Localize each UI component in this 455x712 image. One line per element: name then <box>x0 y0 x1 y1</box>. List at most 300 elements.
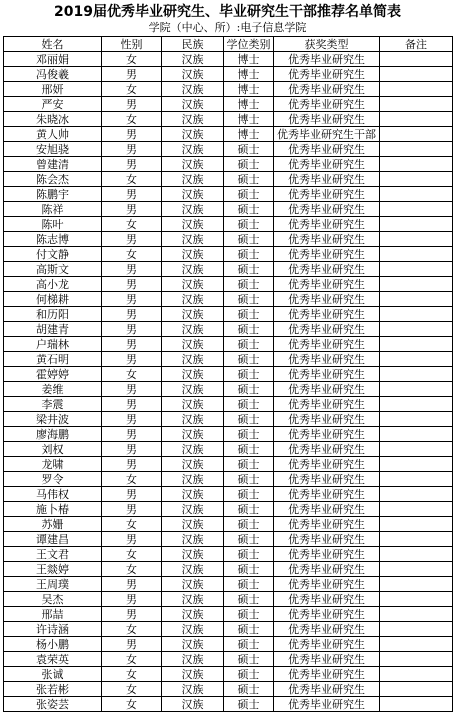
cell-award-type: 优秀毕业研究生 <box>274 592 380 607</box>
cell-remarks <box>380 217 453 232</box>
cell-gender: 男 <box>102 127 162 142</box>
cell-gender: 男 <box>102 307 162 322</box>
cell-remarks <box>380 697 453 712</box>
cell-ethnicity: 汉族 <box>162 97 224 112</box>
cell-degree-type: 硕士 <box>224 487 274 502</box>
cell-award-type: 优秀毕业研究生 <box>274 82 380 97</box>
cell-award-type: 优秀毕业研究生 <box>274 442 380 457</box>
cell-ethnicity: 汉族 <box>162 82 224 97</box>
cell-name: 曾建清 <box>4 157 102 172</box>
cell-award-type: 优秀毕业研究生干部 <box>274 127 380 142</box>
table-row <box>4 457 453 472</box>
cell-degree-type: 硕士 <box>224 637 274 652</box>
cell-ethnicity: 汉族 <box>162 472 224 487</box>
cell-name: 施卜椿 <box>4 502 102 517</box>
table-row <box>4 292 453 307</box>
cell-name: 罗令 <box>4 472 102 487</box>
cell-award-type: 优秀毕业研究生 <box>274 52 380 67</box>
cell-award-type: 优秀毕业研究生 <box>274 307 380 322</box>
cell-award-type: 优秀毕业研究生 <box>274 517 380 532</box>
cell-gender: 女 <box>102 247 162 262</box>
cell-ethnicity: 汉族 <box>162 562 224 577</box>
cell-ethnicity: 汉族 <box>162 307 224 322</box>
cell-name: 杨小鹏 <box>4 637 102 652</box>
cell-award-type: 优秀毕业研究生 <box>274 112 380 127</box>
cell-remarks <box>380 292 453 307</box>
cell-remarks <box>380 637 453 652</box>
cell-remarks <box>380 202 453 217</box>
cell-remarks <box>380 307 453 322</box>
cell-gender: 男 <box>102 142 162 157</box>
cell-degree-type: 博士 <box>224 82 274 97</box>
cell-remarks <box>380 457 453 472</box>
cell-remarks <box>380 352 453 367</box>
cell-gender: 男 <box>102 277 162 292</box>
cell-degree-type: 硕士 <box>224 652 274 667</box>
cell-award-type: 优秀毕业研究生 <box>274 697 380 712</box>
cell-name: 苏姗 <box>4 517 102 532</box>
cell-award-type: 优秀毕业研究生 <box>274 172 380 187</box>
table-row <box>4 157 453 172</box>
cell-degree-type: 硕士 <box>224 277 274 292</box>
cell-remarks <box>380 547 453 562</box>
cell-ethnicity: 汉族 <box>162 172 224 187</box>
cell-degree-type: 硕士 <box>224 232 274 247</box>
cell-degree-type: 博士 <box>224 112 274 127</box>
cell-name: 刘权 <box>4 442 102 457</box>
cell-remarks <box>380 127 453 142</box>
cell-name: 张若彬 <box>4 682 102 697</box>
header-name: 姓名 <box>4 37 102 52</box>
cell-award-type: 优秀毕业研究生 <box>274 292 380 307</box>
cell-name: 谭建昌 <box>4 532 102 547</box>
cell-ethnicity: 汉族 <box>162 277 224 292</box>
cell-gender: 女 <box>102 622 162 637</box>
cell-ethnicity: 汉族 <box>162 112 224 127</box>
table-row <box>4 247 453 262</box>
cell-award-type: 优秀毕业研究生 <box>274 277 380 292</box>
cell-gender: 男 <box>102 322 162 337</box>
cell-ethnicity: 汉族 <box>162 202 224 217</box>
cell-degree-type: 硕士 <box>224 697 274 712</box>
cell-ethnicity: 汉族 <box>162 487 224 502</box>
cell-name: 王文君 <box>4 547 102 562</box>
cell-gender: 女 <box>102 112 162 127</box>
cell-award-type: 优秀毕业研究生 <box>274 487 380 502</box>
cell-degree-type: 博士 <box>224 67 274 82</box>
table-row <box>4 547 453 562</box>
table-row <box>4 667 453 682</box>
cell-ethnicity: 汉族 <box>162 442 224 457</box>
table-row <box>4 562 453 577</box>
cell-award-type: 优秀毕业研究生 <box>274 637 380 652</box>
cell-degree-type: 硕士 <box>224 442 274 457</box>
cell-degree-type: 硕士 <box>224 307 274 322</box>
cell-gender: 男 <box>102 352 162 367</box>
cell-name: 户瑞林 <box>4 337 102 352</box>
cell-degree-type: 硕士 <box>224 592 274 607</box>
cell-gender: 男 <box>102 187 162 202</box>
table-row <box>4 577 453 592</box>
table-row <box>4 187 453 202</box>
cell-name: 冯俊羲 <box>4 67 102 82</box>
cell-gender: 男 <box>102 487 162 502</box>
cell-ethnicity: 汉族 <box>162 532 224 547</box>
cell-name: 何梯耕 <box>4 292 102 307</box>
cell-name: 王周璞 <box>4 577 102 592</box>
cell-degree-type: 硕士 <box>224 217 274 232</box>
table-body <box>4 52 453 712</box>
cell-name: 邓丽娟 <box>4 52 102 67</box>
cell-award-type: 优秀毕业研究生 <box>274 217 380 232</box>
cell-award-type: 优秀毕业研究生 <box>274 247 380 262</box>
cell-remarks <box>380 67 453 82</box>
cell-award-type: 优秀毕业研究生 <box>274 67 380 82</box>
cell-name: 黄石明 <box>4 352 102 367</box>
cell-remarks <box>380 367 453 382</box>
table-row <box>4 487 453 502</box>
cell-award-type: 优秀毕业研究生 <box>274 367 380 382</box>
cell-degree-type: 硕士 <box>224 532 274 547</box>
cell-name: 高小龙 <box>4 277 102 292</box>
cell-ethnicity: 汉族 <box>162 637 224 652</box>
table-row <box>4 427 453 442</box>
cell-gender: 男 <box>102 262 162 277</box>
cell-gender: 女 <box>102 217 162 232</box>
cell-ethnicity: 汉族 <box>162 127 224 142</box>
table-row <box>4 592 453 607</box>
cell-remarks <box>380 322 453 337</box>
cell-ethnicity: 汉族 <box>162 592 224 607</box>
cell-name: 严安 <box>4 97 102 112</box>
cell-award-type: 优秀毕业研究生 <box>274 337 380 352</box>
cell-remarks <box>380 442 453 457</box>
cell-award-type: 优秀毕业研究生 <box>274 397 380 412</box>
cell-ethnicity: 汉族 <box>162 292 224 307</box>
cell-ethnicity: 汉族 <box>162 382 224 397</box>
cell-name: 邢妍 <box>4 82 102 97</box>
table-header-row <box>4 37 453 52</box>
table-row <box>4 202 453 217</box>
cell-ethnicity: 汉族 <box>162 697 224 712</box>
cell-award-type: 优秀毕业研究生 <box>274 472 380 487</box>
cell-ethnicity: 汉族 <box>162 577 224 592</box>
table-row <box>4 142 453 157</box>
cell-award-type: 优秀毕业研究生 <box>274 97 380 112</box>
cell-degree-type: 硕士 <box>224 607 274 622</box>
cell-degree-type: 硕士 <box>224 157 274 172</box>
cell-ethnicity: 汉族 <box>162 682 224 697</box>
cell-remarks <box>380 487 453 502</box>
cell-name: 廖海鹏 <box>4 427 102 442</box>
cell-degree-type: 硕士 <box>224 187 274 202</box>
cell-award-type: 优秀毕业研究生 <box>274 532 380 547</box>
cell-degree-type: 硕士 <box>224 547 274 562</box>
cell-degree-type: 硕士 <box>224 202 274 217</box>
cell-ethnicity: 汉族 <box>162 217 224 232</box>
cell-degree-type: 硕士 <box>224 622 274 637</box>
cell-remarks <box>380 652 453 667</box>
cell-gender: 男 <box>102 292 162 307</box>
cell-award-type: 优秀毕业研究生 <box>274 352 380 367</box>
cell-remarks <box>380 97 453 112</box>
cell-award-type: 优秀毕业研究生 <box>274 142 380 157</box>
table-row <box>4 337 453 352</box>
cell-name: 朱晓冰 <box>4 112 102 127</box>
cell-gender: 女 <box>102 562 162 577</box>
cell-ethnicity: 汉族 <box>162 337 224 352</box>
cell-ethnicity: 汉族 <box>162 247 224 262</box>
cell-gender: 男 <box>102 607 162 622</box>
nomination-table <box>3 36 453 712</box>
cell-name: 安旭骁 <box>4 142 102 157</box>
cell-degree-type: 硕士 <box>224 367 274 382</box>
header-remarks: 备注 <box>380 37 453 52</box>
cell-award-type: 优秀毕业研究生 <box>274 232 380 247</box>
cell-gender: 男 <box>102 97 162 112</box>
cell-gender: 男 <box>102 637 162 652</box>
cell-award-type: 优秀毕业研究生 <box>274 622 380 637</box>
table-row <box>4 517 453 532</box>
cell-remarks <box>380 562 453 577</box>
cell-gender: 男 <box>102 157 162 172</box>
document-title: 2019届优秀毕业研究生、毕业研究生干部推荐名单简表 <box>54 4 401 20</box>
table-row <box>4 232 453 247</box>
cell-name: 和历阳 <box>4 307 102 322</box>
cell-remarks <box>380 622 453 637</box>
document-subtitle: 学院（中心、所）:电子信息学院 <box>148 21 307 34</box>
cell-ethnicity: 汉族 <box>162 622 224 637</box>
cell-remarks <box>380 142 453 157</box>
cell-name: 霍婷婷 <box>4 367 102 382</box>
table-row <box>4 472 453 487</box>
cell-ethnicity: 汉族 <box>162 652 224 667</box>
cell-name: 王燚婷 <box>4 562 102 577</box>
cell-gender: 女 <box>102 517 162 532</box>
cell-ethnicity: 汉族 <box>162 67 224 82</box>
cell-award-type: 优秀毕业研究生 <box>274 562 380 577</box>
table-row <box>4 502 453 517</box>
table-row <box>4 697 453 712</box>
cell-ethnicity: 汉族 <box>162 667 224 682</box>
cell-degree-type: 硕士 <box>224 517 274 532</box>
cell-name: 袁荣英 <box>4 652 102 667</box>
cell-gender: 女 <box>102 172 162 187</box>
table-row <box>4 217 453 232</box>
cell-award-type: 优秀毕业研究生 <box>274 157 380 172</box>
table-row <box>4 367 453 382</box>
table-row <box>4 127 453 142</box>
cell-award-type: 优秀毕业研究生 <box>274 412 380 427</box>
cell-gender: 男 <box>102 427 162 442</box>
cell-degree-type: 硕士 <box>224 142 274 157</box>
cell-remarks <box>380 397 453 412</box>
table-row <box>4 622 453 637</box>
table-row <box>4 112 453 127</box>
table-row <box>4 277 453 292</box>
cell-name: 龙啸 <box>4 457 102 472</box>
cell-gender: 男 <box>102 337 162 352</box>
cell-remarks <box>380 262 453 277</box>
cell-award-type: 优秀毕业研究生 <box>274 427 380 442</box>
cell-degree-type: 硕士 <box>224 292 274 307</box>
cell-remarks <box>380 172 453 187</box>
cell-remarks <box>380 52 453 67</box>
cell-ethnicity: 汉族 <box>162 457 224 472</box>
cell-award-type: 优秀毕业研究生 <box>274 652 380 667</box>
cell-name: 邢喆 <box>4 607 102 622</box>
cell-remarks <box>380 247 453 262</box>
cell-remarks <box>380 682 453 697</box>
table-row <box>4 532 453 547</box>
cell-degree-type: 硕士 <box>224 262 274 277</box>
cell-remarks <box>380 667 453 682</box>
cell-ethnicity: 汉族 <box>162 502 224 517</box>
cell-name: 梁井波 <box>4 412 102 427</box>
cell-degree-type: 硕士 <box>224 337 274 352</box>
table-row <box>4 307 453 322</box>
cell-degree-type: 硕士 <box>224 472 274 487</box>
cell-gender: 男 <box>102 532 162 547</box>
cell-gender: 女 <box>102 547 162 562</box>
table-row <box>4 97 453 112</box>
header-gender: 性别 <box>102 37 162 52</box>
table-row <box>4 52 453 67</box>
cell-degree-type: 硕士 <box>224 577 274 592</box>
cell-degree-type: 硕士 <box>224 667 274 682</box>
table-row <box>4 82 453 97</box>
cell-ethnicity: 汉族 <box>162 322 224 337</box>
cell-remarks <box>380 592 453 607</box>
cell-ethnicity: 汉族 <box>162 142 224 157</box>
cell-degree-type: 硕士 <box>224 412 274 427</box>
cell-gender: 男 <box>102 382 162 397</box>
cell-gender: 女 <box>102 82 162 97</box>
cell-ethnicity: 汉族 <box>162 262 224 277</box>
cell-name: 吴杰 <box>4 592 102 607</box>
cell-remarks <box>380 607 453 622</box>
cell-name: 张诚 <box>4 667 102 682</box>
table-row <box>4 67 453 82</box>
cell-degree-type: 硕士 <box>224 562 274 577</box>
cell-award-type: 优秀毕业研究生 <box>274 667 380 682</box>
cell-gender: 男 <box>102 67 162 82</box>
cell-name: 付文静 <box>4 247 102 262</box>
cell-remarks <box>380 472 453 487</box>
cell-ethnicity: 汉族 <box>162 412 224 427</box>
cell-gender: 男 <box>102 442 162 457</box>
cell-ethnicity: 汉族 <box>162 232 224 247</box>
cell-gender: 女 <box>102 667 162 682</box>
cell-degree-type: 硕士 <box>224 457 274 472</box>
cell-degree-type: 博士 <box>224 97 274 112</box>
cell-degree-type: 硕士 <box>224 382 274 397</box>
cell-name: 张姿芸 <box>4 697 102 712</box>
cell-gender: 男 <box>102 397 162 412</box>
cell-ethnicity: 汉族 <box>162 517 224 532</box>
cell-gender: 男 <box>102 592 162 607</box>
cell-gender: 男 <box>102 577 162 592</box>
cell-name: 陈志博 <box>4 232 102 247</box>
cell-ethnicity: 汉族 <box>162 367 224 382</box>
header-ethnicity: 民族 <box>162 37 224 52</box>
cell-award-type: 优秀毕业研究生 <box>274 202 380 217</box>
table-row <box>4 397 453 412</box>
cell-remarks <box>380 157 453 172</box>
cell-degree-type: 硕士 <box>224 322 274 337</box>
cell-gender: 男 <box>102 502 162 517</box>
cell-award-type: 优秀毕业研究生 <box>274 382 380 397</box>
table-row <box>4 262 453 277</box>
cell-award-type: 优秀毕业研究生 <box>274 547 380 562</box>
cell-remarks <box>380 337 453 352</box>
cell-degree-type: 博士 <box>224 127 274 142</box>
cell-remarks <box>380 187 453 202</box>
cell-name: 陈会杰 <box>4 172 102 187</box>
cell-remarks <box>380 112 453 127</box>
cell-degree-type: 硕士 <box>224 502 274 517</box>
table-row <box>4 637 453 652</box>
cell-remarks <box>380 82 453 97</box>
cell-remarks <box>380 382 453 397</box>
cell-gender: 女 <box>102 697 162 712</box>
cell-ethnicity: 汉族 <box>162 547 224 562</box>
cell-remarks <box>380 232 453 247</box>
cell-name: 许诗涵 <box>4 622 102 637</box>
cell-remarks <box>380 277 453 292</box>
cell-name: 陈叶 <box>4 217 102 232</box>
cell-ethnicity: 汉族 <box>162 157 224 172</box>
cell-remarks <box>380 502 453 517</box>
cell-gender: 男 <box>102 232 162 247</box>
cell-degree-type: 硕士 <box>224 397 274 412</box>
cell-gender: 女 <box>102 472 162 487</box>
cell-award-type: 优秀毕业研究生 <box>274 577 380 592</box>
table-row <box>4 442 453 457</box>
cell-award-type: 优秀毕业研究生 <box>274 322 380 337</box>
cell-degree-type: 硕士 <box>224 352 274 367</box>
cell-award-type: 优秀毕业研究生 <box>274 262 380 277</box>
table-row <box>4 352 453 367</box>
cell-degree-type: 博士 <box>224 52 274 67</box>
cell-ethnicity: 汉族 <box>162 397 224 412</box>
cell-remarks <box>380 532 453 547</box>
cell-name: 黄人帅 <box>4 127 102 142</box>
cell-name: 高斯文 <box>4 262 102 277</box>
cell-gender: 女 <box>102 52 162 67</box>
table-row <box>4 682 453 697</box>
cell-degree-type: 硕士 <box>224 247 274 262</box>
cell-ethnicity: 汉族 <box>162 187 224 202</box>
cell-ethnicity: 汉族 <box>162 427 224 442</box>
cell-gender: 男 <box>102 202 162 217</box>
table-row <box>4 412 453 427</box>
cell-name: 陈鹏宇 <box>4 187 102 202</box>
cell-remarks <box>380 412 453 427</box>
cell-name: 李震 <box>4 397 102 412</box>
cell-ethnicity: 汉族 <box>162 352 224 367</box>
cell-ethnicity: 汉族 <box>162 52 224 67</box>
cell-gender: 女 <box>102 652 162 667</box>
header-award-type: 获奖类型 <box>274 37 380 52</box>
cell-remarks <box>380 577 453 592</box>
cell-award-type: 优秀毕业研究生 <box>274 187 380 202</box>
table-row <box>4 607 453 622</box>
cell-name: 陈祥 <box>4 202 102 217</box>
cell-gender: 女 <box>102 367 162 382</box>
cell-remarks <box>380 517 453 532</box>
cell-award-type: 优秀毕业研究生 <box>274 502 380 517</box>
